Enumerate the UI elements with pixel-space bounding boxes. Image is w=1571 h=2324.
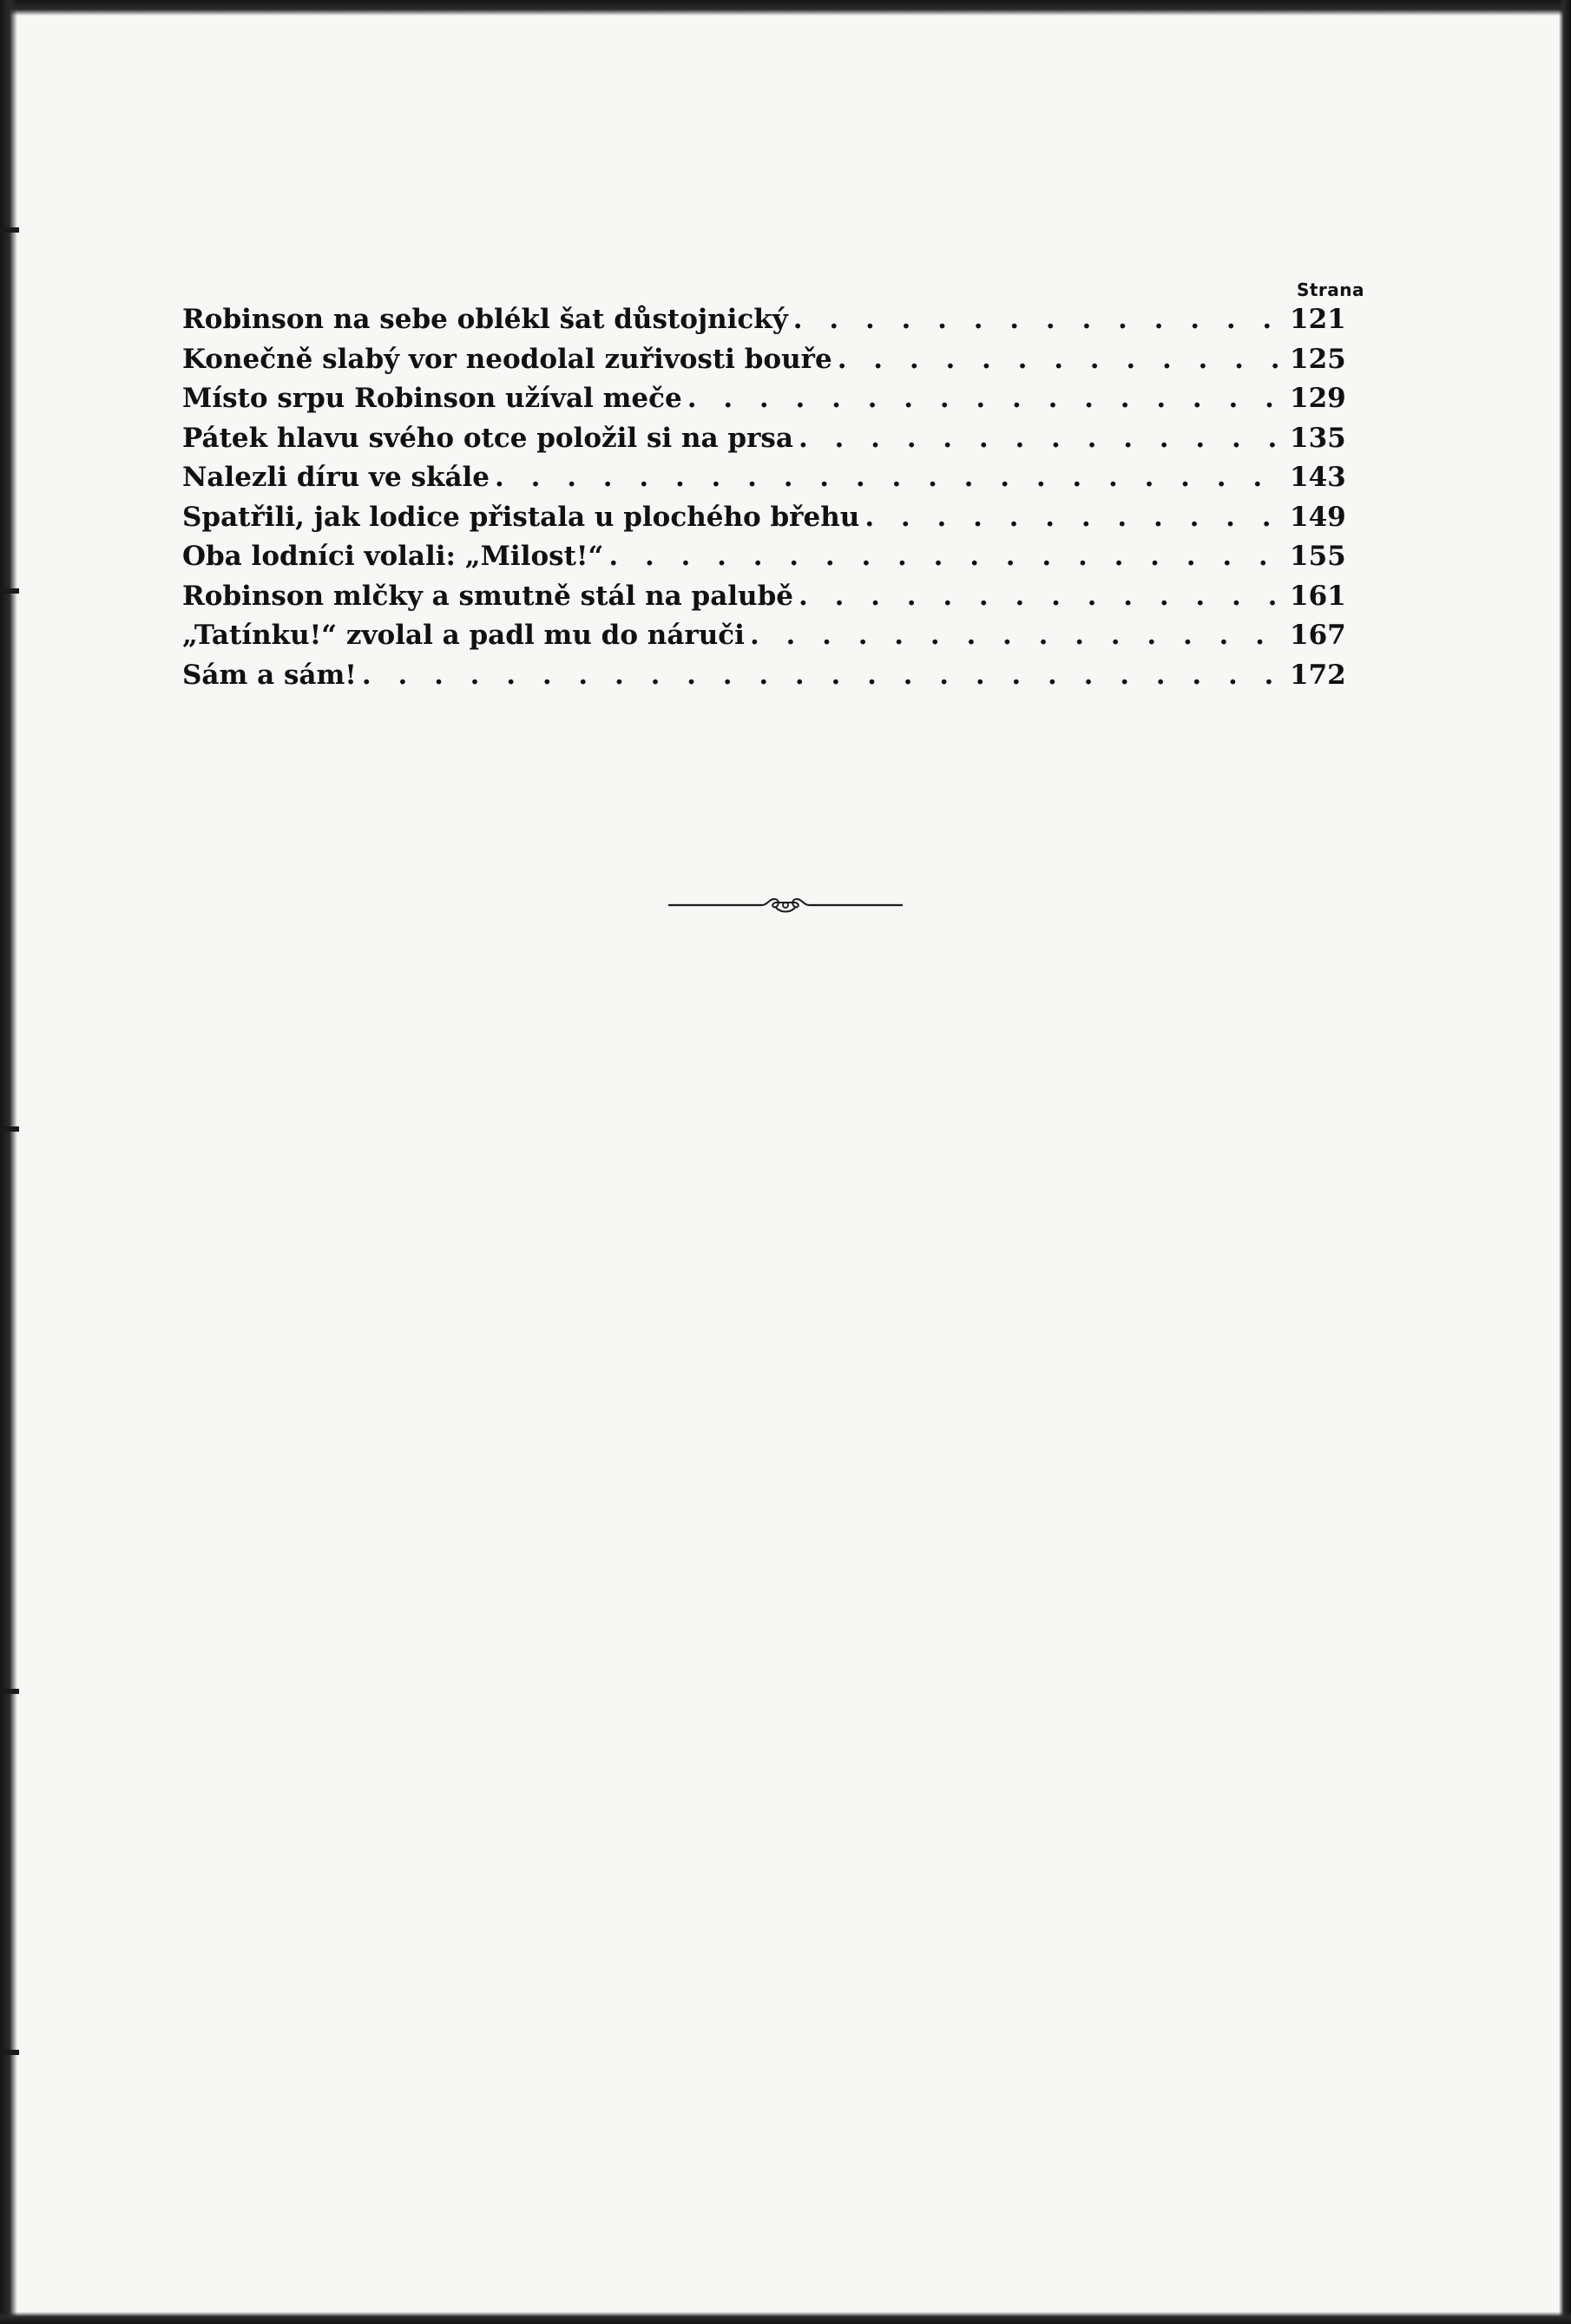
toc-entry-page: 155	[1290, 541, 1346, 572]
dot-leader	[687, 383, 1290, 414]
binding-tick	[0, 2050, 19, 2055]
dot-leader	[864, 502, 1290, 533]
toc-entry	[182, 304, 1344, 344]
toc-entry-page: 172	[1290, 659, 1346, 691]
toc-entry	[182, 620, 1344, 660]
toc-entry-page: 121	[1290, 304, 1346, 335]
toc-entry-title: Oba lodníci volali: „Milost!“	[182, 541, 604, 572]
toc-entry	[182, 423, 1344, 463]
scan-edge-right	[1559, 0, 1571, 2324]
toc-entry-title: Místo srpu Robinson užíval meče	[182, 383, 682, 414]
toc-entry-title: Robinson mlčky a smutně stál na palubě	[182, 580, 793, 612]
toc-entry	[182, 660, 1344, 699]
dot-leader	[799, 581, 1290, 612]
toc-entry-title: Konečně slabý vor neodolal zuřivosti bouře	[182, 343, 832, 375]
toc-entry	[182, 541, 1344, 581]
scan-edge-bottom	[0, 2312, 1571, 2324]
toc-entry	[182, 502, 1344, 542]
table-of-contents	[182, 304, 1344, 699]
toc-entry	[182, 383, 1344, 423]
dot-leader	[362, 660, 1290, 691]
binding-tick	[0, 1689, 19, 1694]
toc-entry-page: 125	[1290, 343, 1346, 375]
toc-entry-title: Spatřili, jak lodice přistala u plochého břehu	[182, 501, 860, 533]
toc-entry-title: Pátek hlavu svého otce položil si na prsa	[182, 422, 793, 454]
toc-entry-page: 161	[1290, 580, 1346, 612]
toc-entry-page: 143	[1290, 462, 1346, 493]
dot-leader	[608, 541, 1290, 572]
toc-column-header: Strana	[1296, 279, 1364, 300]
toc-entry-title: „Tatínku!“ zvolal a padl mu do náruči	[182, 620, 745, 651]
toc-entry	[182, 462, 1344, 502]
flourish-divider-icon	[668, 889, 903, 920]
toc-entry-title: Sám a sám!	[182, 659, 357, 691]
toc-entry-page: 135	[1290, 422, 1346, 454]
toc-entry-page: 129	[1290, 383, 1346, 414]
toc-entry-page: 167	[1290, 620, 1346, 651]
toc-entry	[182, 581, 1344, 620]
dot-leader	[799, 423, 1290, 454]
toc-entry-title: Nalezli díru ve skále	[182, 462, 490, 493]
dot-leader	[495, 462, 1290, 493]
scan-edge-top	[0, 0, 1571, 16]
dot-leader	[750, 620, 1290, 651]
binding-tick	[0, 1126, 19, 1132]
toc-entry-page: 149	[1290, 501, 1346, 533]
binding-tick	[0, 588, 19, 594]
dot-leader	[793, 304, 1290, 335]
scan-edge-left	[0, 0, 17, 2324]
binding-tick	[0, 227, 19, 233]
toc-entry	[182, 344, 1344, 384]
toc-entry-title: Robinson na sebe oblékl šat důstojnický	[182, 304, 788, 335]
dot-leader	[838, 344, 1290, 375]
